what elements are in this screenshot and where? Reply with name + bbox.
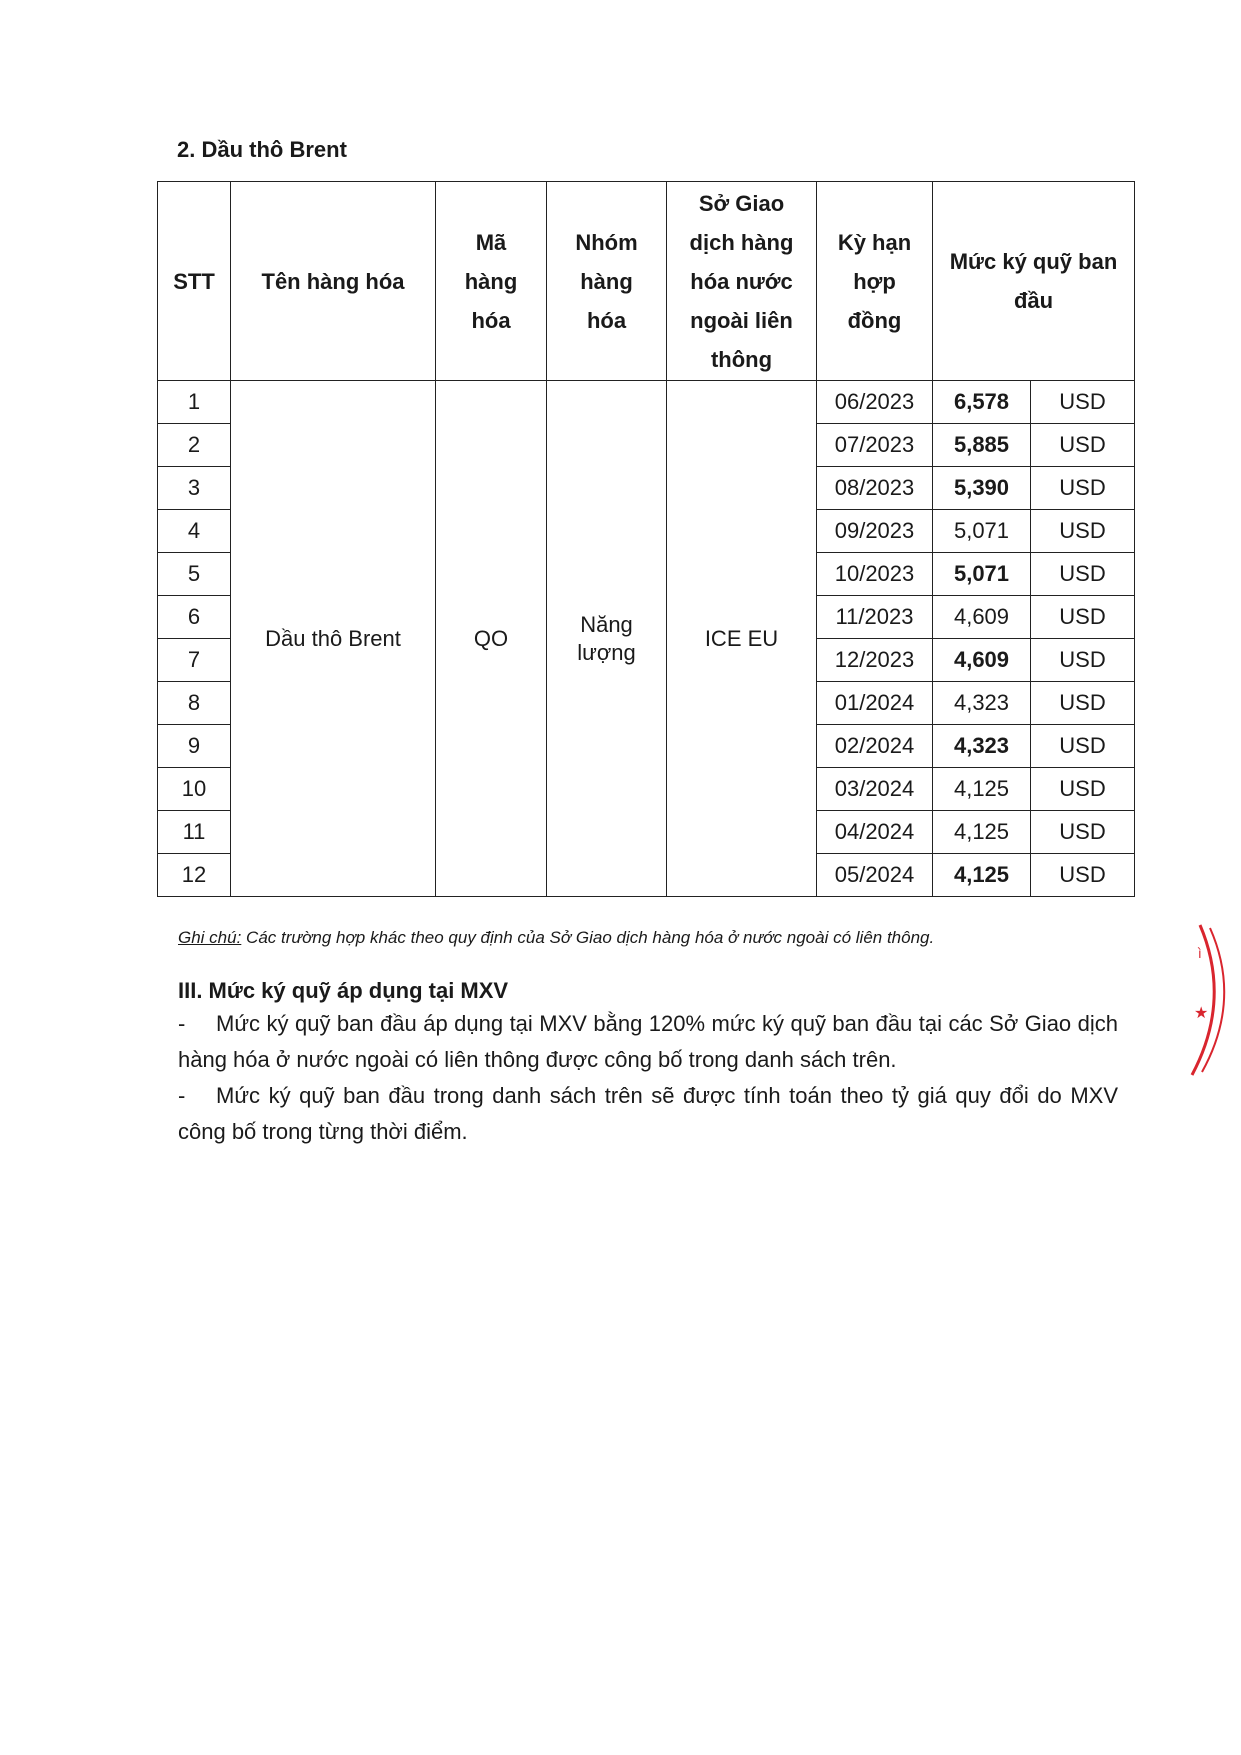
cell-margin-value: 4,609	[933, 596, 1031, 639]
cell-stt: 5	[158, 553, 231, 596]
cell-margin-value: 5,390	[933, 467, 1031, 510]
note-label: Ghi chú:	[178, 928, 242, 947]
cell-margin-value: 4,125	[933, 811, 1031, 854]
cell-stt: 10	[158, 768, 231, 811]
cell-margin-value: 4,125	[933, 768, 1031, 811]
cell-stt: 7	[158, 639, 231, 682]
note-text: Các trường hợp khác theo quy định của Sở Giao dịch hàng hóa ở nước ngoài có liên thông.	[241, 928, 935, 947]
header-margin: Mức ký quỹ ban đầu	[933, 182, 1135, 381]
cell-margin-value: 4,323	[933, 682, 1031, 725]
cell-margin-value: 4,609	[933, 639, 1031, 682]
cell-currency: USD	[1031, 596, 1135, 639]
cell-currency: USD	[1031, 381, 1135, 424]
cell-term: 05/2024	[817, 854, 933, 897]
section-3-heading: III. Mức ký quỹ áp dụng tại MXV	[178, 978, 509, 1003]
cell-currency: USD	[1031, 682, 1135, 725]
cell-term: 07/2023	[817, 424, 933, 467]
cell-term: 09/2023	[817, 510, 933, 553]
cell-commodity-name: Dầu thô Brent	[231, 381, 436, 897]
cell-currency: USD	[1031, 639, 1135, 682]
margin-table	[157, 181, 1135, 897]
cell-stt: 6	[158, 596, 231, 639]
cell-term: 11/2023	[817, 596, 933, 639]
header-term: Kỳ hạn hợp đồng	[817, 182, 933, 381]
cell-term: 08/2023	[817, 467, 933, 510]
cell-stt: 2	[158, 424, 231, 467]
header-exchange: Sở Giao dịch hàng hóa nước ngoài liên thông	[667, 182, 817, 381]
cell-stt: 11	[158, 811, 231, 854]
cell-stt: 1	[158, 381, 231, 424]
cell-commodity-group: Năng lượng	[547, 381, 667, 897]
red-seal-edge	[1180, 920, 1241, 1080]
paragraph-1	[178, 1006, 1118, 1078]
paragraph-2	[178, 1078, 1118, 1150]
cell-currency: USD	[1031, 467, 1135, 510]
cell-margin-value: 5,071	[933, 553, 1031, 596]
section-title: 2. Dầu thô Brent	[177, 137, 347, 162]
cell-term: 02/2024	[817, 725, 933, 768]
cell-currency: USD	[1031, 811, 1135, 854]
cell-currency: USD	[1031, 854, 1135, 897]
cell-margin-value: 4,125	[933, 854, 1031, 897]
table-row	[158, 381, 1135, 424]
cell-stt: 12	[158, 854, 231, 897]
cell-term: 12/2023	[817, 639, 933, 682]
cell-term: 01/2024	[817, 682, 933, 725]
cell-margin-value: 4,323	[933, 725, 1031, 768]
table-note	[178, 928, 934, 948]
header-stt: STT	[158, 182, 231, 381]
cell-currency: USD	[1031, 510, 1135, 553]
cell-currency: USD	[1031, 553, 1135, 596]
header-name: Tên hàng hóa	[231, 182, 436, 381]
cell-term: 06/2023	[817, 381, 933, 424]
cell-margin-value: 5,071	[933, 510, 1031, 553]
bullet-dash: -	[178, 1011, 186, 1036]
cell-term: 04/2024	[817, 811, 933, 854]
svg-text:ì: ì	[1198, 947, 1202, 962]
paragraph-text: Mức ký quỹ ban đầu áp dụng tại MXV bằng 120% mức ký quỹ ban đầu tại các Sở Giao dịch hàng hóa ở nước ngoài có liên thông được công bố trong danh sách trên.	[178, 1011, 1118, 1072]
cell-stt: 9	[158, 725, 231, 768]
bullet-dash: -	[178, 1083, 186, 1108]
cell-commodity-code: QO	[436, 381, 547, 897]
header-group: Nhóm hàng hóa	[547, 182, 667, 381]
cell-term: 10/2023	[817, 553, 933, 596]
cell-stt: 3	[158, 467, 231, 510]
cell-stt: 8	[158, 682, 231, 725]
cell-currency: USD	[1031, 768, 1135, 811]
cell-currency: USD	[1031, 725, 1135, 768]
cell-currency: USD	[1031, 424, 1135, 467]
cell-commodity-exchange: ICE EU	[667, 381, 817, 897]
cell-margin-value: 5,885	[933, 424, 1031, 467]
cell-term: 03/2024	[817, 768, 933, 811]
cell-margin-value: 6,578	[933, 381, 1031, 424]
svg-text:★: ★	[1194, 1003, 1209, 1022]
paragraph-text: Mức ký quỹ ban đầu trong danh sách trên sẽ được tính toán theo tỷ giá quy đổi do MXV công bố trong từng thời điểm.	[178, 1083, 1118, 1144]
table-header-row	[158, 182, 1135, 381]
cell-stt: 4	[158, 510, 231, 553]
header-code: Mã hàng hóa	[436, 182, 547, 381]
